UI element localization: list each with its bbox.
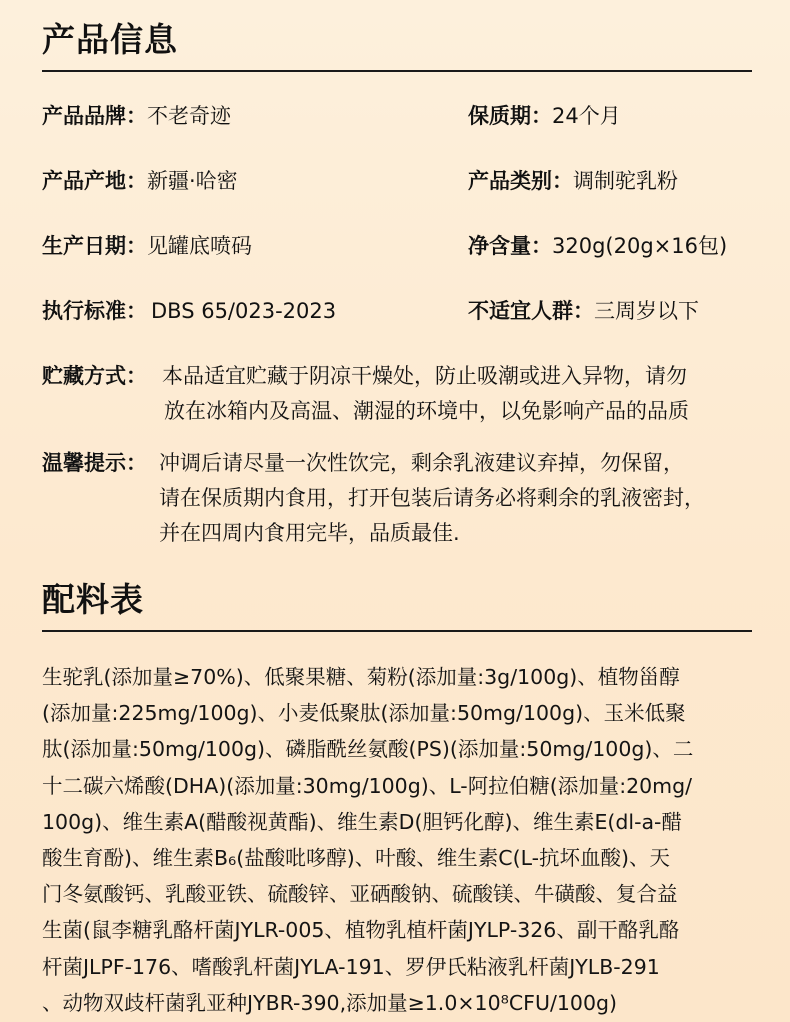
info-unsuitable-group bbox=[468, 296, 699, 326]
ingredients-list bbox=[42, 659, 782, 1021]
ingredient-line: 杆菌JLPF-176、嗜酸乳杆菌JYLA-191、罗伊氏粘液乳杆菌JYLB-291 bbox=[42, 954, 660, 979]
info-standard bbox=[42, 296, 336, 326]
ingredient-line: (添加量:225mg/100g)、小麦低聚肽(添加量:50mg/100g)、玉米低聚 bbox=[42, 701, 686, 726]
tips-block bbox=[42, 446, 705, 551]
storage-line: 本品适宜贮藏于阴凉干燥处，防止吸潮或进入异物，请勿 bbox=[162, 364, 687, 388]
storage-block bbox=[42, 359, 689, 429]
ingredient-line: 门冬氨酸钙、乳酸亚铁、硫酸锌、亚硒酸钠、硫酸镁、牛磺酸、复合益 bbox=[42, 882, 678, 907]
info-value: 24个月 bbox=[552, 104, 621, 128]
ingredient-line: 生驼乳(添加量≥70%)、低聚果糖、菊粉(添加量:3g/100g)、植物甾醇 bbox=[42, 665, 680, 689]
info-shelf-life bbox=[468, 101, 621, 131]
info-production-date bbox=[42, 231, 252, 261]
info-brand bbox=[42, 101, 231, 131]
product-info-title: 产品信息 bbox=[42, 20, 178, 59]
product-info-divider bbox=[42, 70, 752, 72]
ingredient-line: 酸生育酚)、维生素B₆(盐酸吡哆醇)、叶酸、维生素C(L-抗坏血酸)、天 bbox=[42, 846, 671, 871]
ingredient-line: 100g)、维生素A(醋酸视黄酯)、维生素D(胆钙化醇)、维生素E(dl-a-醋 bbox=[42, 809, 682, 834]
storage-label: 贮藏方式： bbox=[42, 364, 147, 388]
info-label: 执行标准： bbox=[42, 299, 147, 323]
ingredient-line: 、动物双歧杆菌乳亚种JYBR-390,添加量≥1.0×10⁸CFU/100g) bbox=[42, 990, 618, 1015]
info-value: 见罐底喷码 bbox=[147, 234, 252, 258]
info-net-content bbox=[468, 231, 727, 261]
info-value: 320g(20g×16包) bbox=[552, 234, 728, 258]
ingredient-line: 肽(添加量:50mg/100g)、磷脂酰丝氨酸(PS)(添加量:50mg/100g)、二 bbox=[42, 737, 694, 762]
tips-label: 温馨提示： bbox=[42, 451, 147, 475]
ingredient-line: 十二碳六烯酸(DHA)(添加量:30mg/100g)、L-阿拉伯糖(添加量:20mg/ bbox=[42, 773, 693, 798]
info-value: 三周岁以下 bbox=[594, 299, 699, 323]
info-value: DBS 65/023-2023 bbox=[151, 299, 337, 323]
info-label: 产品品牌： bbox=[42, 104, 147, 128]
ingredients-divider bbox=[42, 630, 752, 632]
info-label: 产品类别： bbox=[468, 169, 573, 193]
info-value: 新疆·哈密 bbox=[147, 169, 238, 193]
info-label: 保质期： bbox=[468, 104, 552, 128]
ingredients-title: 配料表 bbox=[42, 580, 144, 619]
ingredient-line: 生菌(鼠李糖乳酪杆菌JYLR-005、植物乳植杆菌JYLP-326、副干酪乳酪 bbox=[42, 918, 680, 943]
info-origin bbox=[42, 166, 238, 196]
info-value: 不老奇迹 bbox=[147, 104, 231, 128]
storage-line: 放在冰箱内及高温、潮湿的环境中，以免影响产品的品质 bbox=[164, 399, 689, 423]
info-label: 不适宜人群： bbox=[468, 299, 594, 323]
info-label: 净含量： bbox=[468, 234, 552, 258]
info-value: 调制驼乳粉 bbox=[573, 169, 678, 193]
info-label: 产品产地： bbox=[42, 169, 147, 193]
info-label: 生产日期： bbox=[42, 234, 147, 258]
info-category bbox=[468, 166, 678, 196]
tips-line: 冲调后请尽量一次性饮完，剩余乳液建议弃掉，勿保留， bbox=[159, 451, 684, 475]
tips-line: 请在保质期内食用，打开包装后请务必将剩余的乳液密封， bbox=[159, 486, 705, 510]
tips-line: 并在四周内食用完毕，品质最佳. bbox=[159, 521, 460, 545]
